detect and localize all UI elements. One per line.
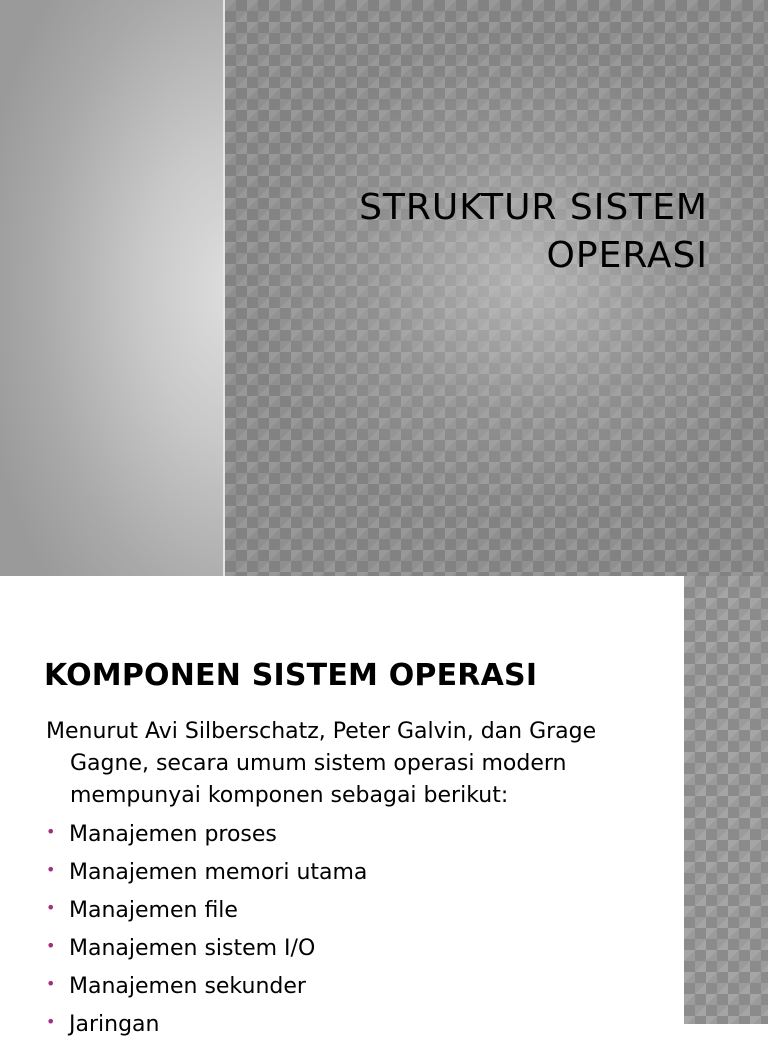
content-slide xyxy=(0,576,768,1037)
title-slide-pattern-panel xyxy=(225,0,768,576)
list-item xyxy=(46,854,666,892)
list-item xyxy=(46,1006,666,1044)
slide-title-line-1: STRUKTUR SISTEM xyxy=(359,187,708,228)
title-slide-left-panel xyxy=(0,0,223,576)
component-list xyxy=(46,816,666,1044)
content-slide-body xyxy=(46,716,666,1044)
list-item-text: Manajemen proses xyxy=(69,822,277,847)
bullet-icon: • xyxy=(46,860,56,879)
list-item-text: Manajemen sekunder xyxy=(69,974,306,999)
list-item xyxy=(46,892,666,930)
list-item xyxy=(46,816,666,854)
bullet-icon: • xyxy=(46,1012,56,1031)
list-item xyxy=(46,968,666,1006)
content-slide-pattern-strip xyxy=(684,576,768,1024)
intro-paragraph: Menurut Avi Silberschatz, Peter Galvin, dan Grage Gagne, secara umum sistem operasi modern mempunyai komponen sebagai berikut: xyxy=(46,719,597,808)
list-item-text: Jaringan xyxy=(69,1012,160,1037)
list-item-text: Manajemen sistem I/O xyxy=(69,936,316,961)
bullet-icon: • xyxy=(46,822,56,841)
slide-title-line-2: OPERASI xyxy=(546,235,708,276)
list-item xyxy=(46,930,666,968)
bullet-icon: • xyxy=(46,974,56,993)
list-item-text: Manajemen memori utama xyxy=(69,860,368,885)
content-slide-heading: KOMPONEN SISTEM OPERASI xyxy=(44,658,538,693)
slide-title xyxy=(228,184,708,280)
list-item-text: Manajemen file xyxy=(69,898,238,923)
bullet-icon: • xyxy=(46,936,56,955)
bullet-icon: • xyxy=(46,898,56,917)
